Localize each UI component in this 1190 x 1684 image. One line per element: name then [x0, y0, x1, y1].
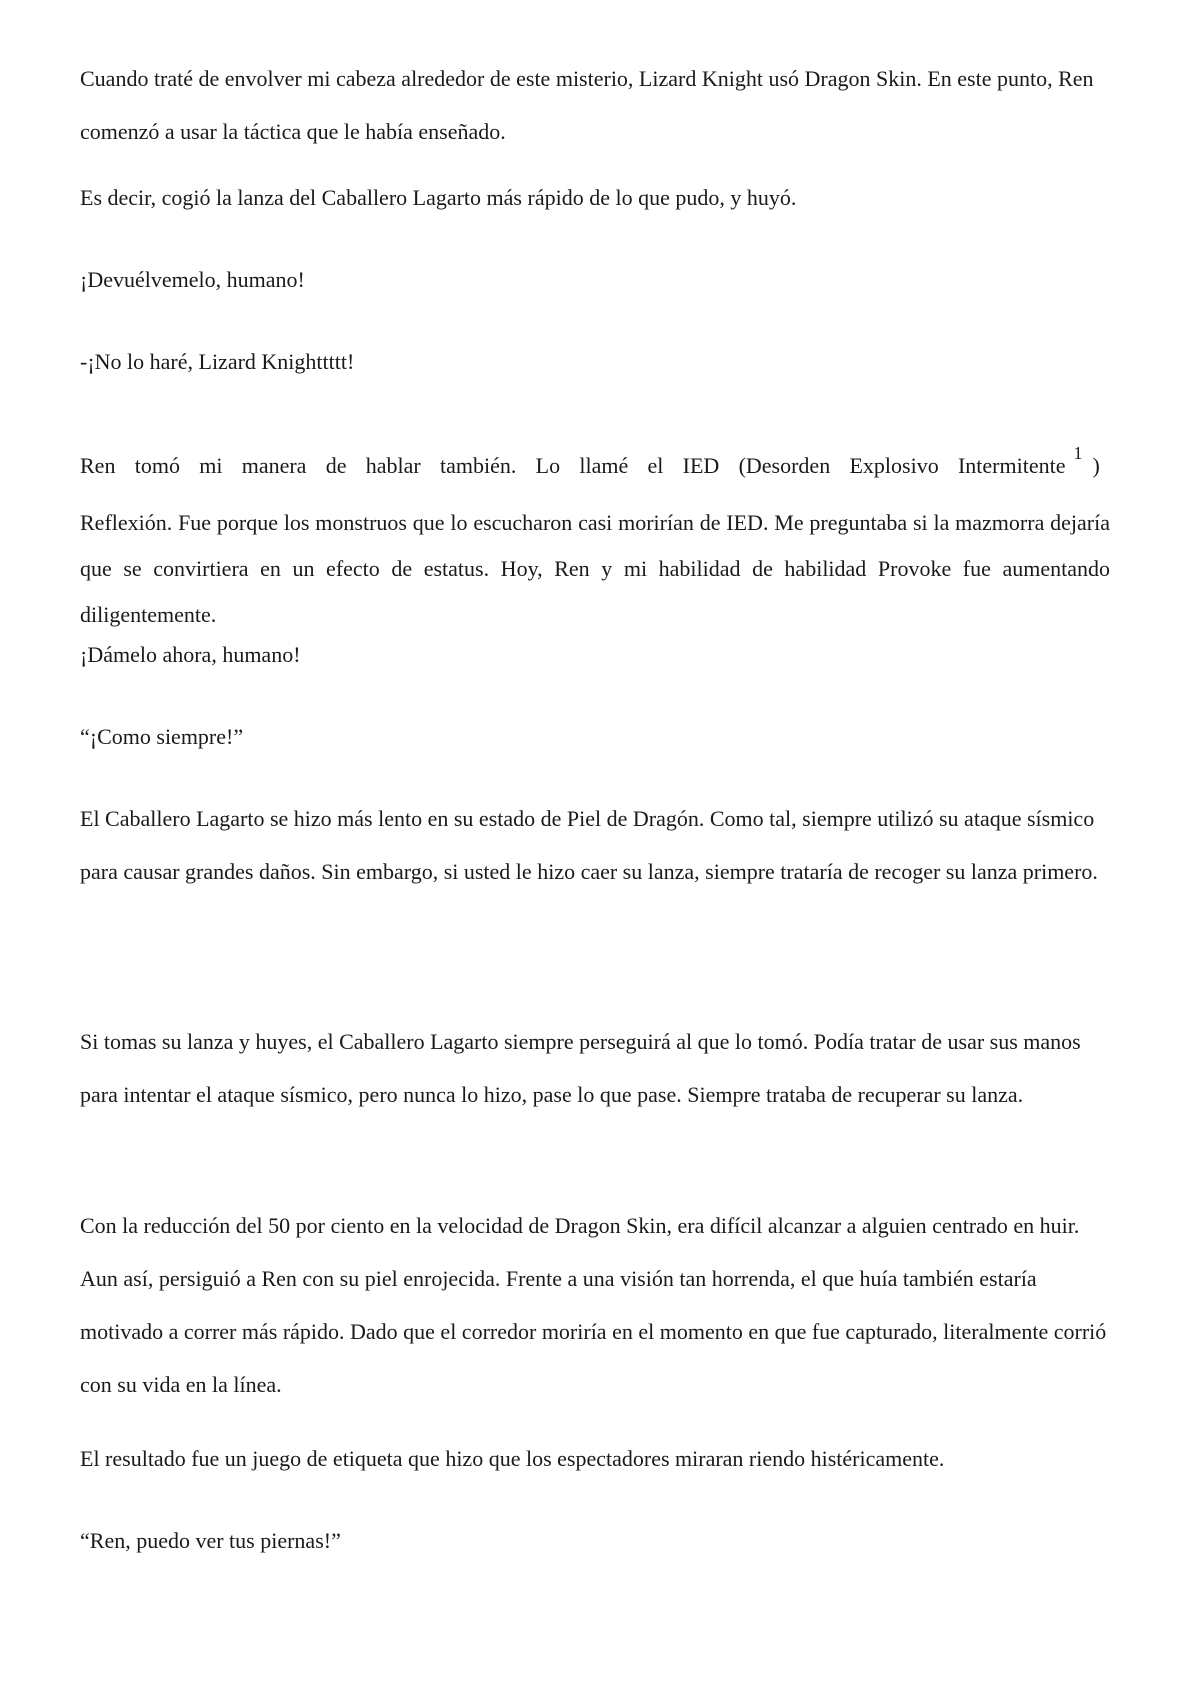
word: mi — [199, 453, 223, 478]
word: Intermitente — [957, 453, 1066, 478]
paragraph-5-line — [80, 443, 1100, 490]
word-with-footnote — [958, 443, 1100, 490]
word: manera — [241, 453, 307, 478]
word: el — [647, 453, 664, 478]
paragraph-12: El resultado fue un juego de etiqueta que hizo que los espectadores miraran riendo histéricamente. — [80, 1446, 945, 1471]
word: de — [325, 453, 347, 478]
paragraph-1: Cuando traté de envolver mi cabeza alrededor de este misterio, Lizard Knight usó Dragon Skin. En este punto, Ren comenzó a usar la táctica que le había enseñado. — [80, 66, 1094, 144]
paragraph-3: ¡Devuélvemelo, humano! — [80, 267, 305, 292]
paragraph-13: “Ren, puedo ver tus piernas!” — [80, 1528, 341, 1553]
paragraph-10: Si tomas su lanza y huyes, el Caballero Lagarto siempre perseguirá al que lo tomó. Podía tratar de usar sus manos para intentar el ataque sísmico, pero nunca lo hizo, pase lo que pase. Siempre trataba de recuperar su lanza. — [80, 1029, 1081, 1107]
footnote-marker[interactable]: 1 — [1073, 443, 1083, 463]
paragraph-7: ¡Dámelo ahora, humano! — [80, 642, 301, 667]
word: (Desorden — [738, 453, 831, 478]
paragraph-11: Con la reducción del 50 por ciento en la velocidad de Dragon Skin, era difícil alcanzar a alguien centrado en huir. Aun así, persiguió a Ren con su piel enrojecida. Frente a una visión tan horrenda, el que huía también estaría motivado a correr más rápido. Dado que el corredor moriría en el momento en que fue capturado, literalmente corrió con su vida en la línea. — [80, 1213, 1107, 1397]
paragraph-9: El Caballero Lagarto se hizo más lento en su estado de Piel de Dragón. Como tal, siempre utilizó su ataque sísmico para causar grandes daños. Sin embargo, si usted le hizo caer su lanza, siempre trataría de recoger su lanza primero. — [80, 806, 1098, 884]
word: hablar — [365, 453, 421, 478]
paragraph-6: Reflexión. Fue porque los monstruos que lo escucharon casi morirían de IED. Me preguntaba si la mazmorra dejaría que se convirtiera en un efecto de estatus. Hoy, Ren y mi habilidad de habilidad Provoke fue aumentando diligentemente. — [80, 510, 1110, 627]
word: Ren — [80, 453, 116, 478]
closing-paren: ) — [1092, 453, 1100, 478]
paragraph-2: Es decir, cogió la lanza del Caballero Lagarto más rápido de lo que pudo, y huyó. — [80, 185, 797, 210]
word: IED — [682, 453, 720, 478]
word: Explosivo — [849, 453, 939, 478]
paragraph-4: -¡No lo haré, Lizard Knighttttt! — [80, 349, 355, 374]
word: también. — [439, 453, 517, 478]
paragraph-8: “¡Como siempre!” — [80, 724, 244, 749]
word: tomó — [134, 453, 180, 478]
word: llamé — [579, 453, 629, 478]
word: Lo — [535, 453, 561, 478]
